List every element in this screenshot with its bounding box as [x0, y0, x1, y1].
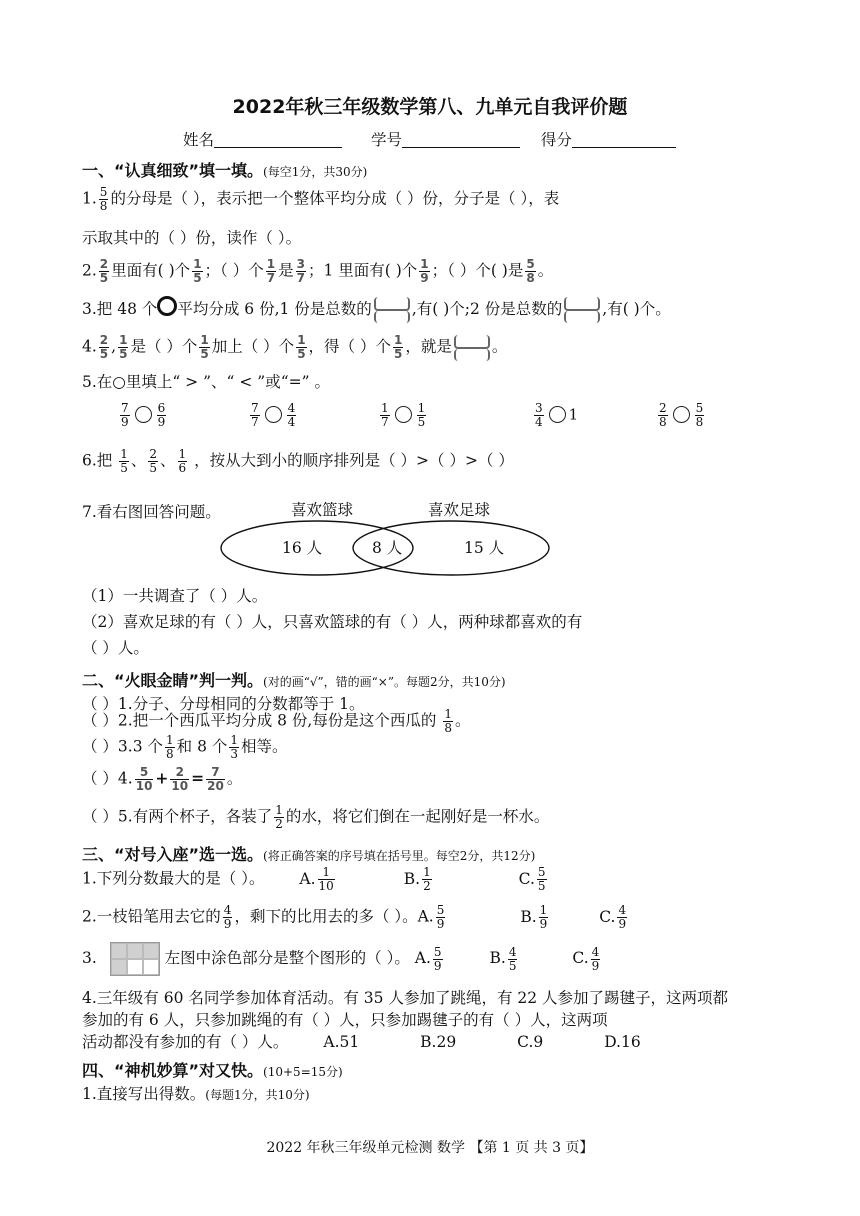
compare-circle[interactable] [673, 406, 690, 423]
compare-item: $\frac{7}{7}$ $\frac{4}{4}$ [251, 401, 296, 429]
judge-item-5: （ ）5.有两个杯子，各装了 $\frac{1}{2}$ 的水，将它们倒在一起刚好是一杯水。 [82, 803, 550, 831]
s1-q1: 1. $\frac{5}{8}$ 的分母是（ ），表示把一个整体平均分成（ ）份，分子是（ ），表 [82, 185, 560, 213]
venn-left-count: 16 人 [282, 539, 323, 557]
fraction: $\frac{5}{8}$ [526, 257, 535, 285]
blank-fraction[interactable] [564, 297, 600, 323]
choice-q4-line1: 4.三年级有 60 名同学参加体育活动。有 35 人参加了跳绳，有 22 人参加了踢毽子，这两项都 [82, 989, 729, 1007]
choice-q1: 1.下列分数最大的是（ ）。 A. $\frac{1}{10}$ B. $\frac{1}{2}$ C. $\frac{5}{5}$ [82, 865, 546, 893]
fraction: $\frac{5}{8}$ [99, 185, 108, 213]
s1-q7: 7.看右图回答问题。 [82, 503, 221, 521]
score-field[interactable] [572, 131, 676, 148]
compare-item: $\frac{2}{8}$ $\frac{5}{8}$ [659, 401, 704, 429]
compare-circle[interactable] [549, 406, 566, 423]
venn-left-label: 喜欢篮球 [291, 501, 354, 519]
s1-q5: 5.在○里填上“ > ”、“ < ”或“=” 。 [82, 373, 330, 391]
blank-fraction[interactable] [374, 297, 410, 323]
id-label: 学号 [370, 131, 402, 149]
circle-icon [157, 296, 177, 316]
judge-item-1: （ ）1.分子、分母相同的分数都等于 1。 [82, 695, 365, 713]
section-2-heading: 二、“火眼金睛”判一判。(对的画“√”，错的画“×”。每题2分，共10分) [82, 671, 506, 690]
id-field[interactable] [402, 131, 520, 148]
s1-q3: 3.把 48 个 平均分成 6 份,1 份是总数的 ,有( )个;2 份是总数的 ,有( )个。 [82, 296, 671, 323]
section-1-heading: 一、“认真细致”填一填。(每空1分，共30分) [82, 161, 368, 180]
s1-q1-cont: 示取其中的（ ）份，读作（ ）。 [82, 229, 302, 247]
venn-mid-count: 8 人 [372, 539, 403, 557]
fraction: $\frac{1}{7}$ [266, 257, 276, 285]
compare-item: $\frac{1}{7}$ $\frac{1}{5}$ [381, 401, 426, 429]
compare-circle[interactable] [135, 406, 152, 423]
page-title: 2022年秋三年级数学第八、九单元自我评价题 [232, 96, 628, 118]
choice-q4-line2: 参加的有 6 人，只参加跳绳的有（ ）人，只参加踢毽子的有（ ）人，这两项 [82, 1011, 608, 1029]
fraction: $\frac{2}{5}$ [99, 257, 109, 285]
s1-q2: 2. $\frac{2}{5}$ 里面有( )个 $\frac{1}{5}$ ；（ ）个 $\frac{1}{7}$ 是 $\frac{3}{7}$ ；1 里面有( )个 $\frac{1}{9}$ ；（ ）个( )是 $\frac{5}{8}$ 。 [82, 257, 554, 285]
shaded-grid-figure [110, 942, 160, 976]
s1-q6: 6.把 $\frac{1}{5}$ 、 $\frac{2}{5}$ 、 $\frac{1}{6}$ ，按从大到小的顺序排列是（ ）>（ ）>（ ） [82, 447, 514, 475]
choice-q3: 3. 左图中涂色部分是整个图形的（ ）。 A. $\frac{5}{9}$ B. $\frac{4}{5}$ C. $\frac{4}{9}$ [82, 942, 602, 976]
s1-q7-1: （1）一共调查了（ ）人。 [82, 587, 268, 605]
compare-circle[interactable] [265, 406, 282, 423]
choice-q2: 2.一枝铅笔用去它的 $\frac{4}{9}$ ，剩下的比用去的多（ ）。A. $\frac{5}{9}$ B. $\frac{1}{9}$ C. $\frac{4}{9}$ [82, 903, 627, 931]
choice-q4-line3: 活动都没有参加的有（ ）人。 A.51 B.29 C.9 D.16 [82, 1033, 641, 1051]
venn-right-label: 喜欢足球 [428, 501, 491, 519]
judge-item-4: （ ）4. $\frac{5}{10}$ + $\frac{2}{10}$ = $\frac{7}{20}$ 。 [82, 765, 243, 793]
compare-item: $\frac{7}{9}$ $\frac{6}{9}$ [121, 401, 166, 429]
calc-q1: 1.直接写出得数。(每题1分，共10分) [82, 1085, 310, 1103]
section-3-heading: 三、“对号入座”选一选。(将正确答案的序号填在括号里。每空2分，共12分) [82, 845, 536, 864]
compare-circle[interactable] [395, 406, 412, 423]
s1-q7-2-cont: （ ）人。 [82, 639, 149, 657]
fraction: $\frac{1}{5}$ [193, 257, 202, 285]
fraction: $\frac{1}{9}$ [420, 257, 429, 285]
score-label: 得分 [540, 131, 572, 149]
blank-fraction[interactable] [454, 335, 490, 361]
name-label: 姓名 [183, 131, 215, 149]
page-footer: 2022 年秋三年级单元检测 数学 【第 1 页 共 3 页】 [266, 1140, 594, 1156]
venn-right-count: 15 人 [464, 539, 505, 557]
section-4-heading: 四、“神机妙算”对又快。(10+5=15分) [82, 1061, 343, 1080]
s1-q4: 4. $\frac{2}{5}$ , $\frac{1}{5}$ 是（ ）个 $\frac{1}{5}$ 加上（ ）个 $\frac{1}{5}$ ，得（ ）个 $\frac{1}{5}$ ，就是 。 [82, 333, 508, 361]
judge-item-3: （ ）3.3 个 $\frac{1}{8}$ 和 8 个 $\frac{1}{3}$ 相等。 [82, 733, 288, 761]
s1-q7-2: （2）喜欢足球的有（ ）人，只喜欢篮球的有（ ）人，两种球都喜欢的有 [82, 613, 583, 631]
compare-item: $\frac{3}{4}$ 1 [535, 401, 579, 429]
student-info-row [183, 128, 676, 150]
name-field[interactable] [214, 131, 342, 148]
fraction: $\frac{3}{7}$ [296, 257, 305, 285]
judge-item-2: （ ）2.把一个西瓜平均分成 8 份,每份是这个西瓜的 $\frac{1}{8}$ 。 [82, 707, 471, 735]
